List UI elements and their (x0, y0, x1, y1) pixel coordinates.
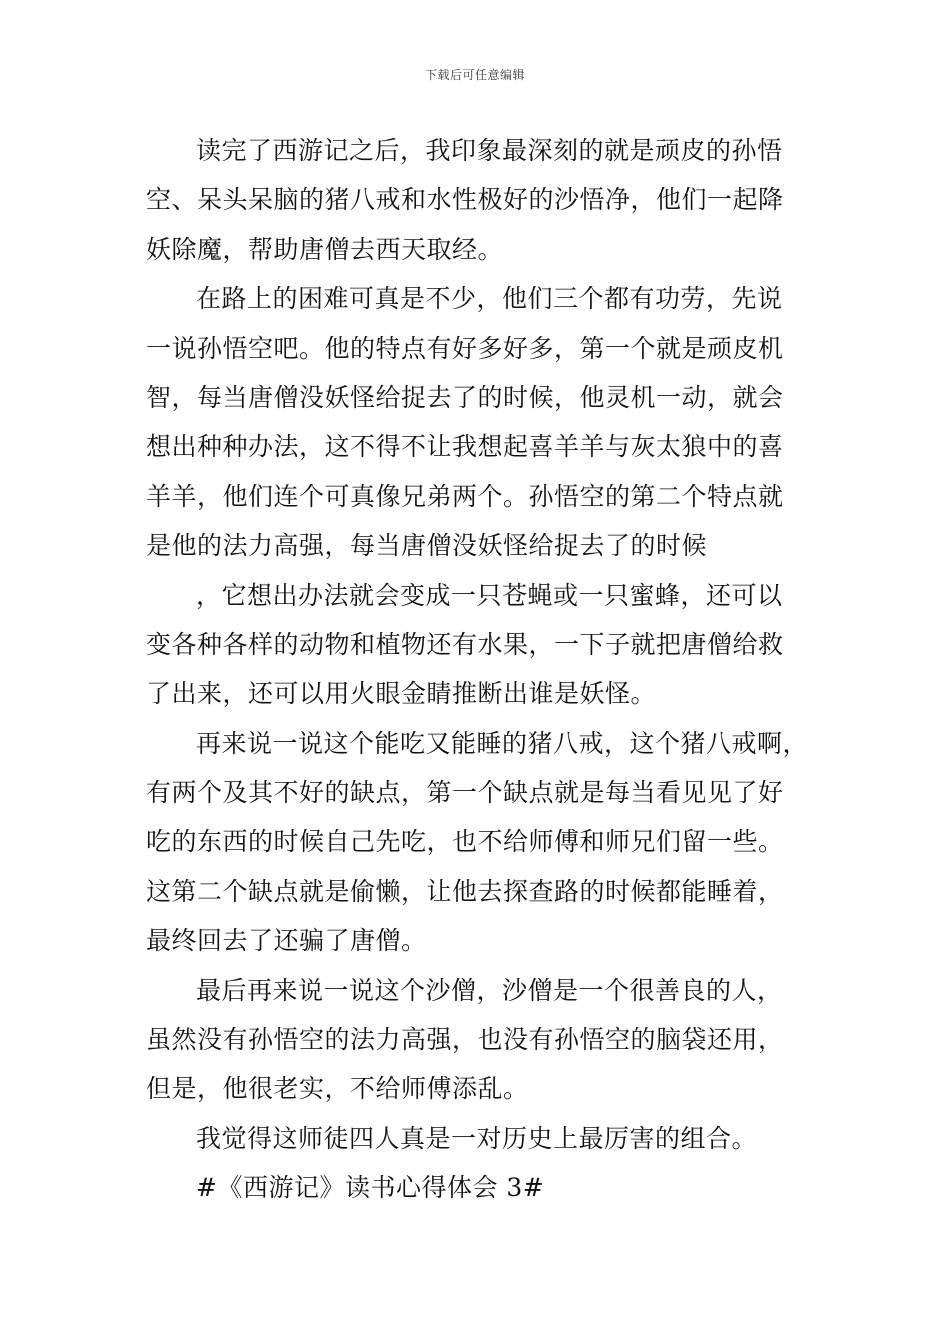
text-line: 空、呆头呆脑的猪八戒和水性极好的沙悟净，他们一起降 (146, 185, 784, 215)
text-line: 一说孙悟空吧。他的特点有好多好多，第一个就是顽皮机 (146, 333, 784, 363)
text-line: 妖除魔，帮助唐僧去西天取经。 (146, 234, 504, 264)
document-body (146, 126, 812, 1213)
text-line: 变各种各样的动物和植物还有水果，一下子就把唐僧给救 (146, 629, 784, 659)
text-line: 是他的法力高强，每当唐僧没妖怪给捉去了的时候 (146, 531, 708, 561)
text-line: 羊羊，他们连个可真像兄弟两个。孙悟空的第二个特点就 (146, 481, 784, 511)
text-line: 我觉得这师徒四人真是一对历史上最厉害的组合。 (196, 1123, 758, 1153)
text-line: 最终回去了还骗了唐僧。 (146, 926, 427, 956)
text-line: 这第二个缺点就是偷懒，让他去探查路的时候都能睡着， (146, 876, 784, 906)
header-note: 下载后可任意编辑 (424, 68, 525, 82)
text-line: 在路上的困难可真是不少，他们三个都有功劳，先说 (196, 284, 783, 314)
text-line: 有两个及其不好的缺点，第一个缺点就是每当看见见了好 (146, 778, 784, 808)
text-line: 但是，他很老实，不给师傅添乱。 (146, 1074, 529, 1104)
text-line: 再来说一说这个能吃又能睡的猪八戒，这个猪八戒啊， (196, 728, 809, 758)
text-line: 读完了西游记之后，我印象最深刻的就是顽皮的孙悟 (196, 136, 783, 165)
text-line: 智，每当唐僧没妖怪给捉去了的时候，他灵机一动，就会 (146, 382, 784, 412)
text-line: ，它想出办法就会变成一只苍蝇或一只蜜蜂，还可以 (196, 580, 783, 610)
text-line: 想出种种办法，这不得不让我想起喜羊羊与灰太狼中的喜 (146, 432, 784, 462)
text-line: 吃的东西的时候自己先吃，也不给师傅和师兄们留一些。 (146, 827, 784, 857)
text-line: 最后再来说一说这个沙僧，沙僧是一个很善良的人， (196, 975, 783, 1005)
section-heading: #《西游记》读书心得体会 3# (196, 1173, 545, 1203)
text-line: 了出来，还可以用火眼金睛推断出谁是妖怪。 (146, 679, 657, 709)
text-line: 虽然没有孙悟空的法力高强，也没有孙悟空的脑袋还用， (146, 1025, 784, 1055)
